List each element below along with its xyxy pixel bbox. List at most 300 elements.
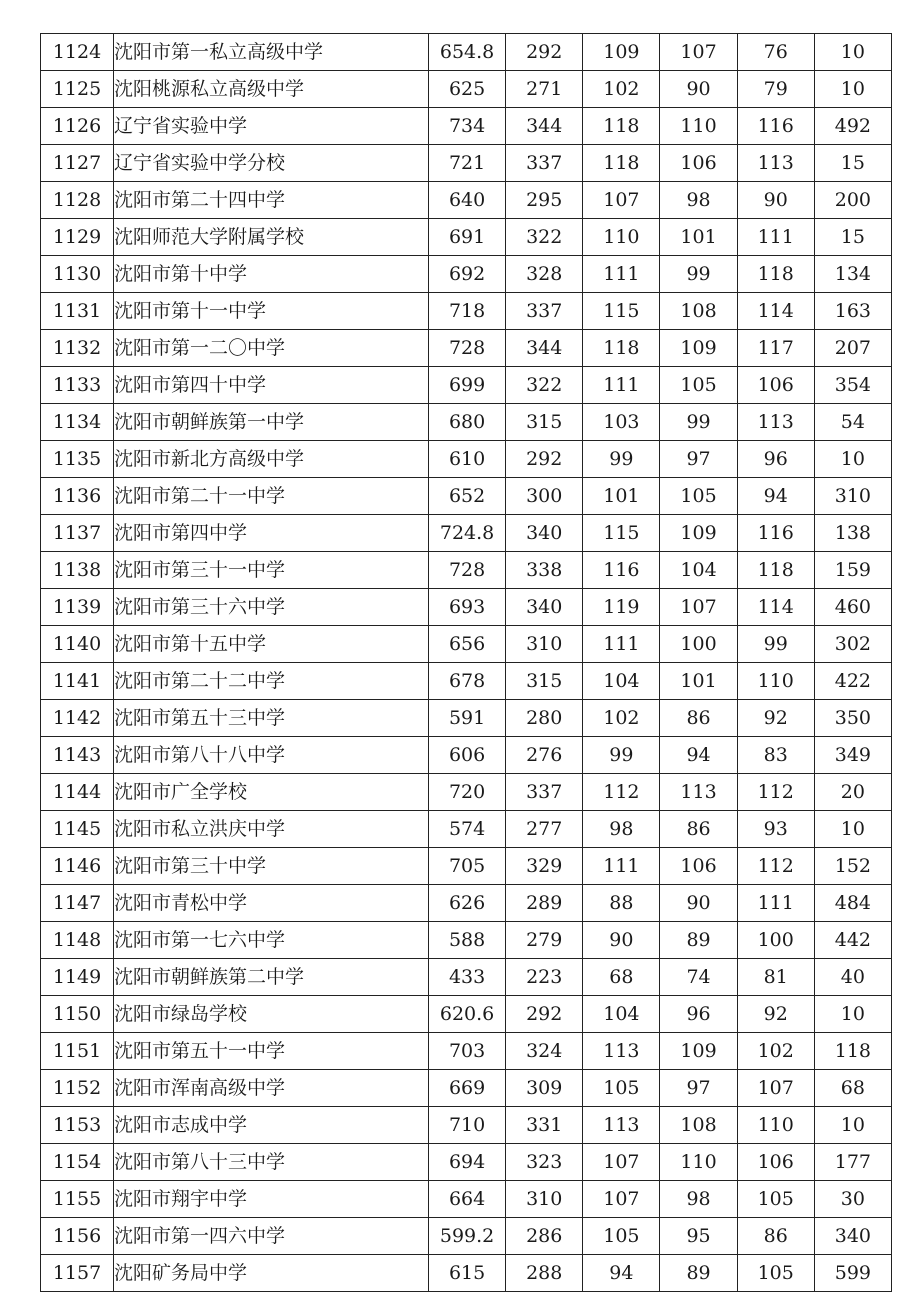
school-code-cell: 1157: [41, 1255, 114, 1292]
score-cell-5: 106: [737, 1144, 814, 1181]
school-name-cell: 沈阳市第八十八中学: [114, 737, 429, 774]
school-name-cell: 沈阳市第五十一中学: [114, 1033, 429, 1070]
score-cell-4: 97: [660, 441, 737, 478]
score-cell-4: 109: [660, 330, 737, 367]
score-cell-3: 116: [583, 552, 660, 589]
school-code-cell: 1146: [41, 848, 114, 885]
score-cell-2: 300: [506, 478, 583, 515]
score-cell-1: 728: [429, 552, 506, 589]
score-cell-3: 111: [583, 256, 660, 293]
score-cell-6: 460: [814, 589, 891, 626]
score-cell-5: 107: [737, 1070, 814, 1107]
school-code-cell: 1147: [41, 885, 114, 922]
score-cell-1: 599.2: [429, 1218, 506, 1255]
score-cell-3: 103: [583, 404, 660, 441]
score-cell-6: 10: [814, 1107, 891, 1144]
score-cell-4: 94: [660, 737, 737, 774]
score-cell-1: 656: [429, 626, 506, 663]
score-cell-6: 159: [814, 552, 891, 589]
school-name-cell: 沈阳矿务局中学: [114, 1255, 429, 1292]
school-name-cell: 沈阳市第三十中学: [114, 848, 429, 885]
score-cell-3: 118: [583, 108, 660, 145]
score-cell-2: 277: [506, 811, 583, 848]
score-cell-3: 109: [583, 34, 660, 71]
score-cell-1: 615: [429, 1255, 506, 1292]
score-cell-5: 105: [737, 1255, 814, 1292]
score-cell-2: 292: [506, 34, 583, 71]
score-cell-3: 115: [583, 293, 660, 330]
score-cell-3: 110: [583, 219, 660, 256]
score-cell-3: 68: [583, 959, 660, 996]
score-cell-4: 96: [660, 996, 737, 1033]
table-row: [41, 145, 892, 182]
score-cell-6: 118: [814, 1033, 891, 1070]
table-row: [41, 848, 892, 885]
school-name-cell: 沈阳市青松中学: [114, 885, 429, 922]
score-cell-4: 90: [660, 71, 737, 108]
score-cell-6: 15: [814, 219, 891, 256]
score-cell-5: 116: [737, 108, 814, 145]
score-cell-4: 104: [660, 552, 737, 589]
school-name-cell: 沈阳市广全学校: [114, 774, 429, 811]
school-name-cell: 沈阳市新北方高级中学: [114, 441, 429, 478]
school-code-cell: 1136: [41, 478, 114, 515]
score-cell-1: 588: [429, 922, 506, 959]
score-cell-1: 718: [429, 293, 506, 330]
score-cell-6: 15: [814, 145, 891, 182]
score-cell-3: 102: [583, 700, 660, 737]
admission-score-table: [40, 33, 892, 1292]
score-cell-5: 110: [737, 663, 814, 700]
score-cell-3: 118: [583, 330, 660, 367]
school-code-cell: 1125: [41, 71, 114, 108]
score-cell-6: 68: [814, 1070, 891, 1107]
school-name-cell: 沈阳市第四十中学: [114, 367, 429, 404]
score-cell-1: 710: [429, 1107, 506, 1144]
school-code-cell: 1126: [41, 108, 114, 145]
score-cell-6: 10: [814, 71, 891, 108]
score-cell-2: 292: [506, 441, 583, 478]
score-cell-4: 86: [660, 700, 737, 737]
table-row: [41, 1144, 892, 1181]
score-cell-6: 599: [814, 1255, 891, 1292]
school-code-cell: 1141: [41, 663, 114, 700]
school-name-cell: 辽宁省实验中学分校: [114, 145, 429, 182]
table-row: [41, 404, 892, 441]
score-cell-4: 106: [660, 145, 737, 182]
score-cell-4: 105: [660, 478, 737, 515]
score-cell-4: 109: [660, 515, 737, 552]
score-cell-3: 102: [583, 71, 660, 108]
school-name-cell: 沈阳桃源私立高级中学: [114, 71, 429, 108]
score-cell-1: 694: [429, 1144, 506, 1181]
school-code-cell: 1134: [41, 404, 114, 441]
score-cell-6: 152: [814, 848, 891, 885]
score-cell-3: 107: [583, 182, 660, 219]
score-cell-6: 10: [814, 441, 891, 478]
table-row: [41, 663, 892, 700]
school-code-cell: 1133: [41, 367, 114, 404]
score-cell-5: 86: [737, 1218, 814, 1255]
score-cell-2: 280: [506, 700, 583, 737]
score-cell-3: 94: [583, 1255, 660, 1292]
score-cell-5: 118: [737, 552, 814, 589]
score-cell-3: 88: [583, 885, 660, 922]
score-cell-2: 344: [506, 330, 583, 367]
score-cell-2: 328: [506, 256, 583, 293]
score-cell-2: 223: [506, 959, 583, 996]
score-cell-5: 105: [737, 1181, 814, 1218]
school-name-cell: 沈阳市第一七六中学: [114, 922, 429, 959]
school-name-cell: 沈阳市第一私立高级中学: [114, 34, 429, 71]
school-name-cell: 沈阳市朝鲜族第一中学: [114, 404, 429, 441]
score-cell-1: 652: [429, 478, 506, 515]
score-cell-4: 110: [660, 1144, 737, 1181]
score-cell-1: 734: [429, 108, 506, 145]
score-cell-1: 705: [429, 848, 506, 885]
school-name-cell: 辽宁省实验中学: [114, 108, 429, 145]
score-cell-6: 310: [814, 478, 891, 515]
score-cell-5: 79: [737, 71, 814, 108]
score-cell-4: 98: [660, 1181, 737, 1218]
score-cell-6: 163: [814, 293, 891, 330]
school-code-cell: 1155: [41, 1181, 114, 1218]
score-cell-6: 207: [814, 330, 891, 367]
score-cell-4: 107: [660, 589, 737, 626]
score-cell-6: 134: [814, 256, 891, 293]
score-cell-3: 111: [583, 367, 660, 404]
score-cell-2: 337: [506, 145, 583, 182]
score-cell-1: 720: [429, 774, 506, 811]
score-cell-2: 292: [506, 996, 583, 1033]
table-row: [41, 737, 892, 774]
score-cell-5: 100: [737, 922, 814, 959]
school-code-cell: 1138: [41, 552, 114, 589]
table-row: [41, 1033, 892, 1070]
school-name-cell: 沈阳市第三十一中学: [114, 552, 429, 589]
school-code-cell: 1128: [41, 182, 114, 219]
school-code-cell: 1135: [41, 441, 114, 478]
score-cell-5: 102: [737, 1033, 814, 1070]
school-name-cell: 沈阳市志成中学: [114, 1107, 429, 1144]
score-cell-6: 492: [814, 108, 891, 145]
school-name-cell: 沈阳市第十中学: [114, 256, 429, 293]
score-cell-6: 349: [814, 737, 891, 774]
score-cell-3: 90: [583, 922, 660, 959]
score-cell-6: 177: [814, 1144, 891, 1181]
score-cell-5: 111: [737, 885, 814, 922]
score-cell-6: 200: [814, 182, 891, 219]
score-cell-4: 98: [660, 182, 737, 219]
score-cell-2: 331: [506, 1107, 583, 1144]
table-row: [41, 552, 892, 589]
score-cell-4: 95: [660, 1218, 737, 1255]
score-cell-2: 286: [506, 1218, 583, 1255]
score-cell-6: 40: [814, 959, 891, 996]
school-code-cell: 1127: [41, 145, 114, 182]
table-row: [41, 293, 892, 330]
score-cell-3: 115: [583, 515, 660, 552]
score-cell-5: 114: [737, 293, 814, 330]
table-row: [41, 108, 892, 145]
score-cell-4: 89: [660, 1255, 737, 1292]
score-cell-1: 691: [429, 219, 506, 256]
score-cell-4: 108: [660, 1107, 737, 1144]
school-name-cell: 沈阳市绿岛学校: [114, 996, 429, 1033]
score-cell-3: 99: [583, 441, 660, 478]
school-name-cell: 沈阳师范大学附属学校: [114, 219, 429, 256]
score-cell-6: 10: [814, 811, 891, 848]
school-code-cell: 1154: [41, 1144, 114, 1181]
score-cell-1: 664: [429, 1181, 506, 1218]
score-cell-5: 106: [737, 367, 814, 404]
score-cell-1: 678: [429, 663, 506, 700]
score-cell-2: 340: [506, 589, 583, 626]
score-cell-5: 112: [737, 774, 814, 811]
school-code-cell: 1144: [41, 774, 114, 811]
score-cell-5: 96: [737, 441, 814, 478]
score-cell-6: 20: [814, 774, 891, 811]
score-cell-1: 680: [429, 404, 506, 441]
score-cell-3: 119: [583, 589, 660, 626]
score-cell-5: 117: [737, 330, 814, 367]
score-cell-1: 433: [429, 959, 506, 996]
score-cell-5: 81: [737, 959, 814, 996]
score-cell-1: 606: [429, 737, 506, 774]
score-cell-6: 10: [814, 996, 891, 1033]
score-cell-5: 83: [737, 737, 814, 774]
school-code-cell: 1129: [41, 219, 114, 256]
table-row: [41, 219, 892, 256]
school-name-cell: 沈阳市浑南高级中学: [114, 1070, 429, 1107]
score-cell-1: 699: [429, 367, 506, 404]
table-row: [41, 700, 892, 737]
table-row: [41, 922, 892, 959]
school-name-cell: 沈阳市翔宇中学: [114, 1181, 429, 1218]
score-cell-1: 591: [429, 700, 506, 737]
score-cell-6: 442: [814, 922, 891, 959]
score-cell-5: 116: [737, 515, 814, 552]
score-cell-4: 106: [660, 848, 737, 885]
school-name-cell: 沈阳市第八十三中学: [114, 1144, 429, 1181]
score-cell-2: 338: [506, 552, 583, 589]
score-cell-2: 289: [506, 885, 583, 922]
score-cell-5: 113: [737, 145, 814, 182]
score-cell-1: 620.6: [429, 996, 506, 1033]
score-cell-2: 324: [506, 1033, 583, 1070]
school-code-cell: 1153: [41, 1107, 114, 1144]
score-cell-4: 110: [660, 108, 737, 145]
score-cell-2: 309: [506, 1070, 583, 1107]
score-cell-3: 104: [583, 996, 660, 1033]
score-cell-3: 118: [583, 145, 660, 182]
score-cell-4: 101: [660, 219, 737, 256]
school-name-cell: 沈阳市第二十二中学: [114, 663, 429, 700]
score-cell-4: 100: [660, 626, 737, 663]
table-row: [41, 811, 892, 848]
score-cell-2: 315: [506, 663, 583, 700]
score-cell-1: 626: [429, 885, 506, 922]
score-cell-4: 109: [660, 1033, 737, 1070]
school-name-cell: 沈阳市第十五中学: [114, 626, 429, 663]
score-cell-6: 54: [814, 404, 891, 441]
score-cell-3: 112: [583, 774, 660, 811]
score-cell-5: 92: [737, 996, 814, 1033]
score-cell-2: 322: [506, 367, 583, 404]
score-cell-6: 138: [814, 515, 891, 552]
score-cell-2: 295: [506, 182, 583, 219]
score-cell-1: 669: [429, 1070, 506, 1107]
score-cell-1: 654.8: [429, 34, 506, 71]
score-cell-4: 108: [660, 293, 737, 330]
score-cell-1: 721: [429, 145, 506, 182]
school-name-cell: 沈阳市第五十三中学: [114, 700, 429, 737]
score-cell-1: 693: [429, 589, 506, 626]
score-cell-1: 640: [429, 182, 506, 219]
table-row: [41, 34, 892, 71]
score-cell-4: 101: [660, 663, 737, 700]
school-code-cell: 1150: [41, 996, 114, 1033]
school-code-cell: 1152: [41, 1070, 114, 1107]
score-cell-4: 74: [660, 959, 737, 996]
score-cell-2: 329: [506, 848, 583, 885]
school-code-cell: 1142: [41, 700, 114, 737]
score-cell-2: 276: [506, 737, 583, 774]
school-code-cell: 1132: [41, 330, 114, 367]
score-cell-2: 344: [506, 108, 583, 145]
score-cell-6: 350: [814, 700, 891, 737]
table-row: [41, 515, 892, 552]
score-cell-1: 692: [429, 256, 506, 293]
score-cell-4: 105: [660, 367, 737, 404]
score-cell-3: 107: [583, 1181, 660, 1218]
score-cell-5: 111: [737, 219, 814, 256]
score-cell-3: 107: [583, 1144, 660, 1181]
score-cell-5: 76: [737, 34, 814, 71]
table-row: [41, 478, 892, 515]
school-code-cell: 1143: [41, 737, 114, 774]
table-row: [41, 182, 892, 219]
table-row: [41, 256, 892, 293]
score-cell-5: 112: [737, 848, 814, 885]
table-row: [41, 885, 892, 922]
school-name-cell: 沈阳市第二十一中学: [114, 478, 429, 515]
score-cell-6: 422: [814, 663, 891, 700]
score-cell-4: 90: [660, 885, 737, 922]
score-cell-4: 89: [660, 922, 737, 959]
score-cell-2: 288: [506, 1255, 583, 1292]
score-cell-5: 90: [737, 182, 814, 219]
score-cell-4: 99: [660, 404, 737, 441]
school-code-cell: 1148: [41, 922, 114, 959]
score-cell-2: 271: [506, 71, 583, 108]
school-code-cell: 1130: [41, 256, 114, 293]
score-cell-1: 610: [429, 441, 506, 478]
school-code-cell: 1137: [41, 515, 114, 552]
table-row: [41, 1255, 892, 1292]
score-cell-4: 107: [660, 34, 737, 71]
school-name-cell: 沈阳市第十一中学: [114, 293, 429, 330]
score-cell-6: 10: [814, 34, 891, 71]
school-code-cell: 1131: [41, 293, 114, 330]
school-code-cell: 1156: [41, 1218, 114, 1255]
score-cell-3: 113: [583, 1107, 660, 1144]
score-cell-5: 113: [737, 404, 814, 441]
school-code-cell: 1145: [41, 811, 114, 848]
table-row: [41, 441, 892, 478]
score-cell-3: 101: [583, 478, 660, 515]
score-cell-6: 354: [814, 367, 891, 404]
score-cell-6: 302: [814, 626, 891, 663]
score-cell-6: 484: [814, 885, 891, 922]
score-cell-4: 99: [660, 256, 737, 293]
school-name-cell: 沈阳市第一二〇中学: [114, 330, 429, 367]
score-cell-4: 86: [660, 811, 737, 848]
score-cell-5: 110: [737, 1107, 814, 1144]
school-code-cell: 1151: [41, 1033, 114, 1070]
score-cell-3: 98: [583, 811, 660, 848]
table-row: [41, 330, 892, 367]
table-row: [41, 1218, 892, 1255]
table-row: [41, 589, 892, 626]
school-name-cell: 沈阳市第三十六中学: [114, 589, 429, 626]
score-cell-5: 99: [737, 626, 814, 663]
table-row: [41, 1181, 892, 1218]
school-name-cell: 沈阳市第四中学: [114, 515, 429, 552]
score-cell-2: 310: [506, 626, 583, 663]
score-cell-3: 104: [583, 663, 660, 700]
score-cell-2: 323: [506, 1144, 583, 1181]
score-cell-1: 724.8: [429, 515, 506, 552]
score-cell-2: 310: [506, 1181, 583, 1218]
score-cell-2: 279: [506, 922, 583, 959]
school-code-cell: 1139: [41, 589, 114, 626]
score-cell-1: 728: [429, 330, 506, 367]
table-row: [41, 626, 892, 663]
score-cell-2: 337: [506, 293, 583, 330]
score-cell-6: 30: [814, 1181, 891, 1218]
score-cell-2: 315: [506, 404, 583, 441]
school-code-cell: 1140: [41, 626, 114, 663]
score-cell-3: 99: [583, 737, 660, 774]
score-cell-4: 97: [660, 1070, 737, 1107]
score-cell-2: 322: [506, 219, 583, 256]
score-cell-3: 105: [583, 1070, 660, 1107]
table-row: [41, 71, 892, 108]
table-row: [41, 996, 892, 1033]
score-cell-3: 113: [583, 1033, 660, 1070]
school-code-cell: 1124: [41, 34, 114, 71]
score-cell-5: 92: [737, 700, 814, 737]
score-table-body: [41, 34, 892, 1292]
table-row: [41, 1107, 892, 1144]
school-name-cell: 沈阳市朝鲜族第二中学: [114, 959, 429, 996]
school-name-cell: 沈阳市私立洪庆中学: [114, 811, 429, 848]
table-row: [41, 1070, 892, 1107]
school-name-cell: 沈阳市第一四六中学: [114, 1218, 429, 1255]
score-cell-3: 111: [583, 626, 660, 663]
score-cell-2: 337: [506, 774, 583, 811]
score-cell-6: 340: [814, 1218, 891, 1255]
score-cell-1: 574: [429, 811, 506, 848]
table-row: [41, 367, 892, 404]
school-name-cell: 沈阳市第二十四中学: [114, 182, 429, 219]
score-cell-5: 94: [737, 478, 814, 515]
school-code-cell: 1149: [41, 959, 114, 996]
score-cell-1: 703: [429, 1033, 506, 1070]
score-cell-5: 93: [737, 811, 814, 848]
score-cell-3: 105: [583, 1218, 660, 1255]
